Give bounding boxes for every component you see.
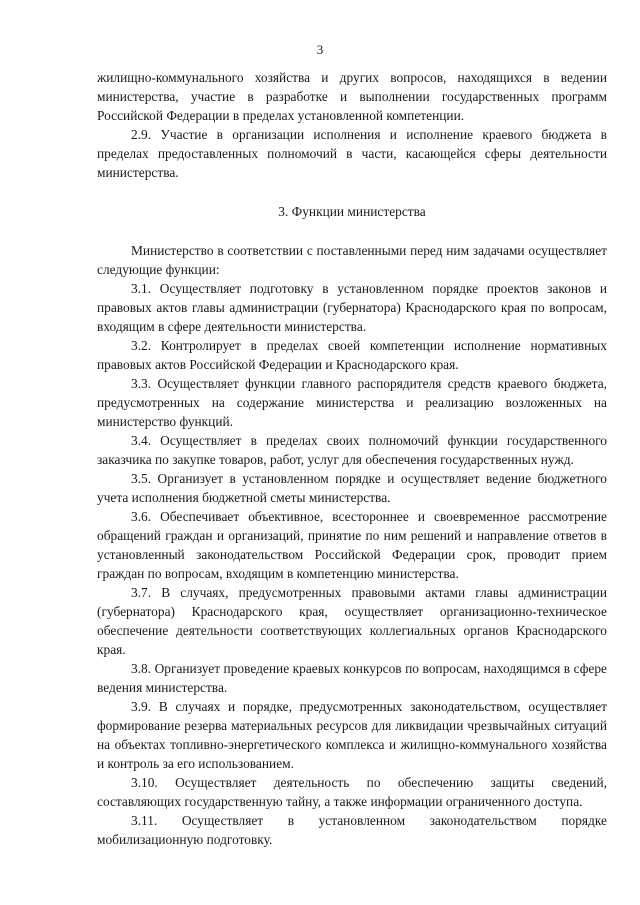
section-body [97, 241, 607, 849]
paragraph: 3.3. Осуществляет функции главного распорядителя средств краевого бюджета, предусмотренных на содержание министерства и реализацию возложенных на министерство функций. [97, 376, 607, 429]
paragraph: 3.6. Обеспечивает объективное, всестороннее и своевременное рассмотрение обращений граждан и организаций, принятие по ним решений и направление ответов в установленный законодательством Российской Федерации срок, проводит прием граждан по вопросам, входящим в компетенцию министерства. [97, 509, 607, 581]
paragraph: 3.10. Осуществляет деятельность по обеспечению защиты сведений, составляющих государственную тайну, а также информации ограниченного доступа. [97, 775, 607, 809]
paragraph: 3.5. Организует в установленном порядке и осуществляет ведение бюджетного учета исполнения бюджетной сметы министерства. [97, 471, 607, 505]
paragraph: 3.7. В случаях, предусмотренных правовыми актами главы администрации (губернатора) Краснодарского края, осуществляет организационно-техническое обеспечение деятельности соответствующих коллегиальных органов Краснодарского края. [97, 585, 607, 657]
paragraph: Министерство в соответствии с поставленными перед ним задачами осуществляет следующие функции: [97, 243, 607, 277]
section-heading: 3. Функции министерства [278, 204, 426, 219]
page-number: 3 [316, 42, 324, 57]
paragraph: 3.4. Осуществляет в пределах своих полномочий функции государственного заказчика по закупке товаров, работ, услуг для обеспечения государственных нужд. [97, 433, 607, 467]
paragraph: 2.9. Участие в организации исполнения и исполнение краевого бюджета в пределах предоставленных полномочий в части, касающейся сферы деятельности министерства. [97, 127, 607, 180]
paragraph: 3.11. Осуществляет в установленном законодательством порядке мобилизационную подготовку. [97, 813, 607, 847]
paragraph: 3.9. В случаях и порядке, предусмотренных законодательством, осуществляет формирование резерва материальных ресурсов для ликвидации чрезвычайных ситуаций на объектах топливно-энергетического комплекса и жилищно-коммунального хозяйства и контроль за его использованием. [97, 699, 607, 771]
paragraph: 3.2. Контролирует в пределах своей компетенции исполнение нормативных правовых актов Российской Федерации и Краснодарского края. [97, 338, 607, 372]
document-body [97, 68, 607, 849]
paragraph: жилищно-коммунального хозяйства и других вопросов, находящихся в ведении министерства, участие в разработке и выполнении государственных программ Российской Федерации в пределах установленной компетенции. [97, 70, 607, 123]
paragraph: 3.1. Осуществляет подготовку в установленном порядке проектов законов и правовых актов главы администрации (губернатора) Краснодарского края по вопросам, входящим в сфере деятельности министерства. [97, 281, 607, 334]
intro-block [97, 68, 607, 182]
paragraph: 3.8. Организует проведение краевых конкурсов по вопросам, находящимся в сфере ведения министерства. [97, 661, 607, 695]
